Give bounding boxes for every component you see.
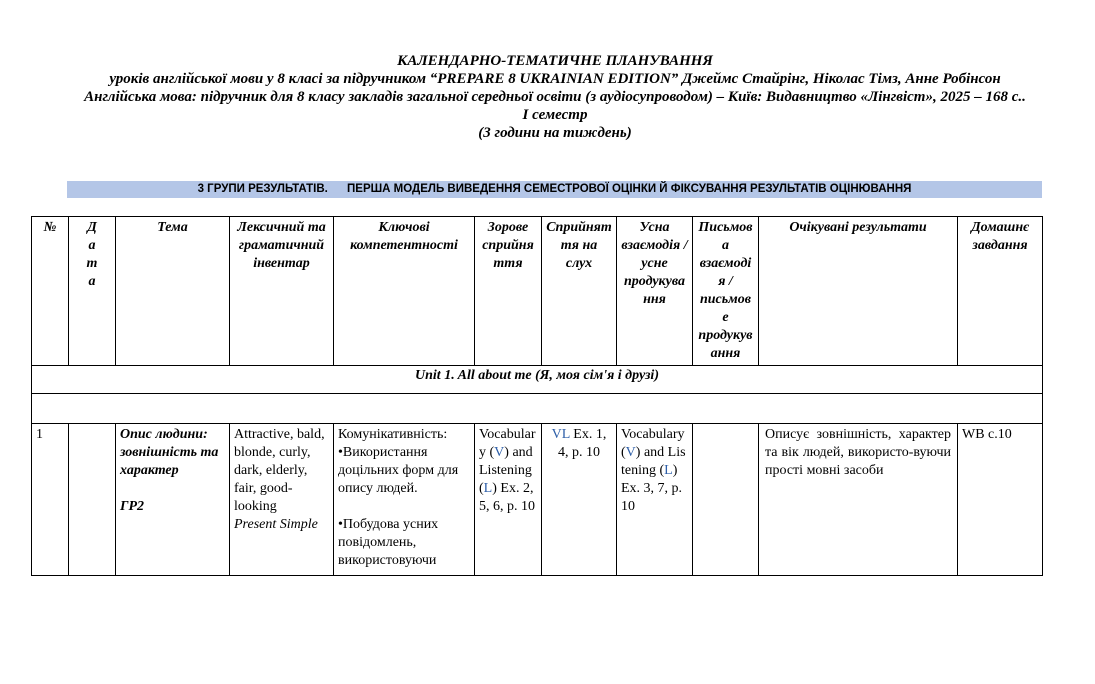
header-textbook: Англійська мова: підручник для 8 класу закладів загальної середньої освіти (з аудіосупроводом) – Київ: Видавництво «Лінгвіст», 2025 – 168 с.. [84,89,1026,105]
row-num: 1 [32,424,69,576]
table-row [32,424,1043,576]
row-written [693,424,759,576]
column-header-topic: Тема [116,217,230,366]
row-homework: WB с.10 [958,424,1043,576]
column-header-date: Д а т а [69,217,116,366]
header-hours: (3 години на тиждень) [478,125,632,141]
competence-item: •Використання доцільних форм для опису людей. [338,445,459,496]
header-title: КАЛЕНДАРНО-ТЕМАТИЧНЕ ПЛАНУВАННЯ [397,53,713,69]
column-header-oral: Усна взаємодія / усне продукування [617,217,693,366]
row-topic [116,424,230,576]
row-oral: Vocabulary (V) and Listening (L) Ex. 3, 7, p. 10 [617,424,693,576]
header-semester: І семестр [522,107,588,123]
topic-text: Опис людини: зовнішність та характер [120,427,219,478]
row-results: Описує зовнішність, характер та вік людей, використо-вуючи прості мовні засоби [759,424,958,576]
table-header-row [32,217,1043,366]
competence-item: •Побудова усних повідомлень, використовуючи [338,517,439,568]
column-header-homework: Домашнє завдання [958,217,1043,366]
header-subtitle: уроків англійської мови у 8 класі за підручником “PREPARE 8 UKRAINIAN EDITION” Джеймс Стайрінг, Ніколас Тімз, Анне Робінсон [109,71,1001,87]
unit-row [32,366,1043,394]
lexical-words: Attractive, bald, blonde, curly, dark, elderly, fair, good-looking [234,427,325,514]
plan-table [31,216,1043,576]
column-header-num: № [32,217,69,366]
column-header-results: Очікувані результати [759,217,958,366]
spacer-row [32,394,1043,424]
column-header-visual: Зорове сприйняття [475,217,542,366]
row-listening: VL Ex. 1, 4, p. 10 [542,424,617,576]
competence-title: Комунікативність: [338,427,448,442]
column-header-listening: Сприйняття на слух [542,217,617,366]
column-header-written: Письмова взаємодія / письмове продукування [693,217,759,366]
unit-title: Unit 1. All about me (Я, моя сім'я і друзі) [32,366,1043,394]
row-lexical [230,424,334,576]
column-header-competences: Ключові компетентності [334,217,475,366]
lexical-grammar: Present Simple [234,517,318,532]
row-date [69,424,116,576]
topic-code: ГР2 [120,499,145,514]
column-header-lexical: Лексичний та граматичний інвентар [230,217,334,366]
row-competences [334,424,475,576]
document-header [60,52,1050,142]
results-banner: 3 ГРУПИ РЕЗУЛЬТАТІВ. ПЕРША МОДЕЛЬ ВИВЕДЕННЯ СЕМЕСТРОВОЇ ОЦІНКИ Й ФІКСУВАННЯ РЕЗУЛЬТАТІВ ОЦІНЮВАННЯ [67,181,1042,198]
row-visual: Vocabulary (V) and Listening (L) Ex. 2, 5, 6, p. 10 [475,424,542,576]
